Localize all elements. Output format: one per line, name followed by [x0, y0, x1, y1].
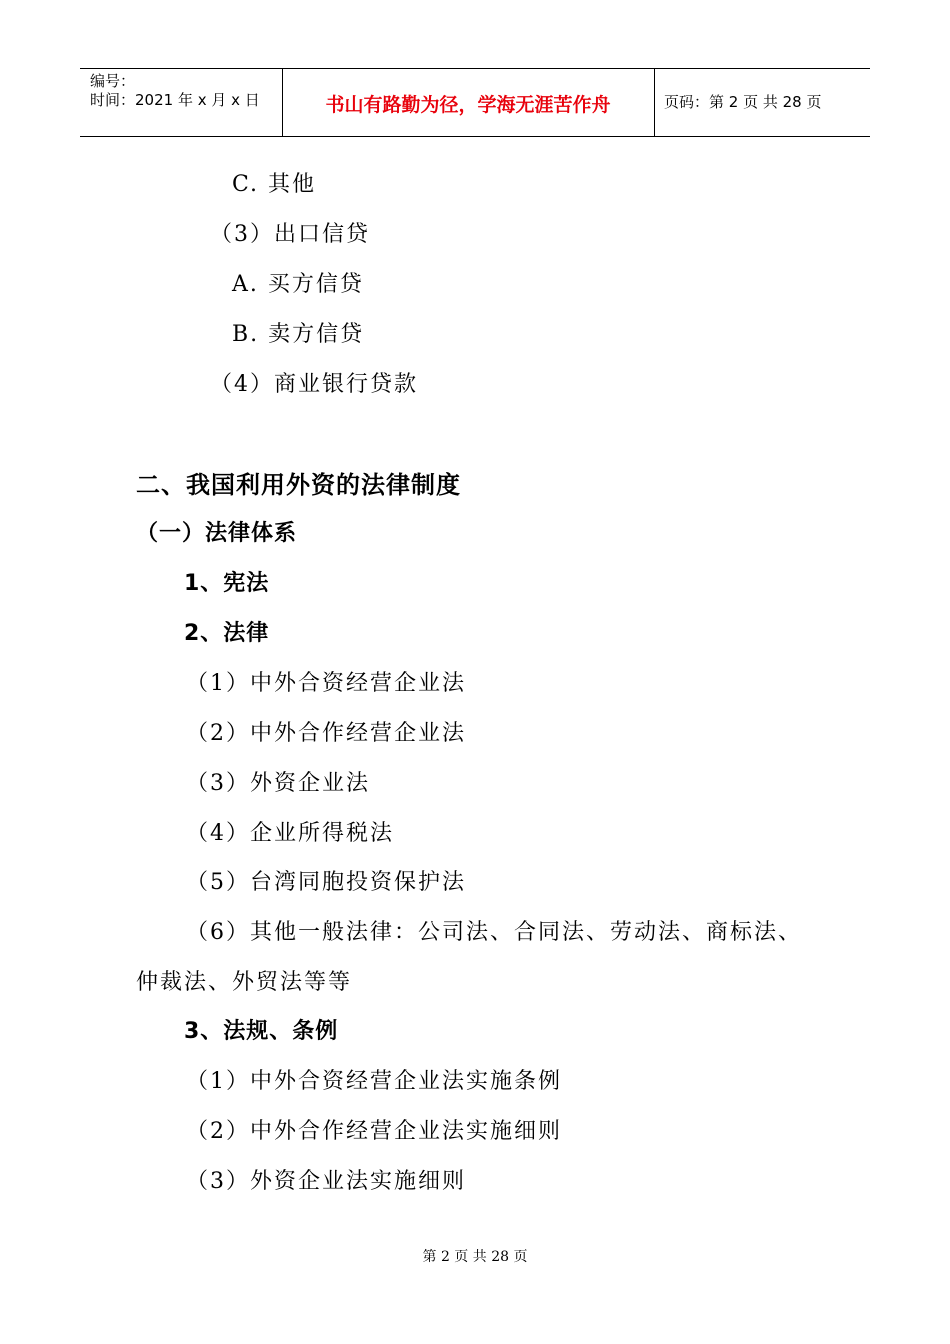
- list-item: C. 其他: [232, 172, 317, 197]
- list-item: （1）中外合资经营企业法实施条例: [186, 1069, 562, 1094]
- list-item: （2）中外合作经营企业法实施细则: [186, 1119, 562, 1144]
- list-item: （3）外资企业法实施细则: [186, 1169, 466, 1194]
- subsection-title: （一）法律体系: [136, 521, 298, 546]
- page-footer: 第 2 页 共 28 页: [422, 1249, 528, 1265]
- motto: 书山有路勤为径，学海无涯苦作舟: [325, 94, 611, 116]
- section-title: 二、我国利用外资的法律制度: [136, 471, 461, 499]
- list-item: （5）台湾同胞投资保护法: [186, 870, 466, 895]
- list-item: （2）中外合作经营企业法: [186, 721, 466, 746]
- item-heading: 3、法规、条例: [184, 1019, 339, 1044]
- list-item: （4）商业银行贷款: [210, 372, 418, 397]
- item-heading: 2、法律: [184, 621, 270, 646]
- list-item: B. 卖方信贷: [232, 322, 365, 347]
- list-item: （1）中外合资经营企业法: [186, 671, 466, 696]
- serial-label: 编号：: [90, 72, 136, 90]
- date-label: 时间：2021 年 x 月 x 日: [90, 91, 260, 109]
- list-item-continuation: 仲裁法、外贸法等等: [136, 970, 353, 995]
- header-top-rule: [80, 68, 870, 69]
- list-item: （6）其他一般法律：公司法、合同法、劳动法、商标法、: [186, 920, 802, 945]
- list-item: （3）外资企业法: [186, 771, 370, 796]
- page-info: 页码：第 2 页 共 28 页: [664, 93, 822, 111]
- header-bottom-rule: [80, 136, 870, 137]
- list-item: （3）出口信贷: [210, 222, 370, 247]
- list-item: （4）企业所得税法: [186, 821, 394, 846]
- header-divider: [654, 68, 655, 136]
- list-item: A. 买方信贷: [232, 272, 364, 297]
- item-heading: 1、宪法: [184, 571, 270, 596]
